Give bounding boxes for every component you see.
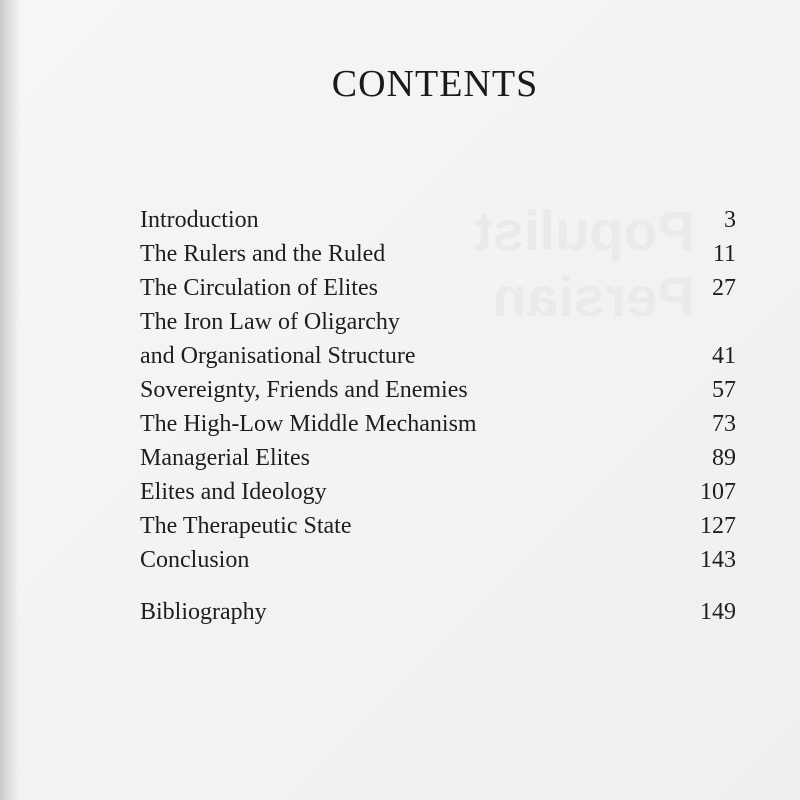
toc-entry-page: 143 bbox=[700, 547, 736, 573]
toc-entry bbox=[140, 203, 740, 237]
toc-entry-page: 27 bbox=[712, 275, 736, 301]
toc-entry bbox=[140, 475, 740, 509]
page-edge-shadow bbox=[0, 0, 20, 800]
show-through-text: Populist Persian bbox=[474, 199, 695, 328]
toc-entry-title: The Circulation of Elites bbox=[140, 275, 378, 301]
toc-entry-title: Introduction bbox=[140, 207, 259, 233]
toc-entry-title: The Iron Law of Oligarchy bbox=[140, 309, 400, 335]
toc-entry-title: Bibliography bbox=[140, 599, 267, 625]
toc-entry bbox=[140, 441, 740, 475]
toc-entry-page: 127 bbox=[700, 513, 736, 539]
toc-entry bbox=[140, 237, 740, 271]
toc-entry-title: Managerial Elites bbox=[140, 445, 310, 471]
table-of-contents bbox=[140, 203, 740, 629]
toc-entry-page: 149 bbox=[700, 599, 736, 625]
toc-entry-page: 107 bbox=[700, 479, 736, 505]
toc-entry-title: Sovereignty, Friends and Enemies bbox=[140, 377, 468, 403]
toc-entry-title: and Organisational Structure bbox=[140, 343, 416, 369]
toc-entry-title: The Therapeutic State bbox=[140, 513, 352, 539]
toc-entry bbox=[140, 339, 740, 373]
toc-entry bbox=[140, 543, 740, 577]
page-title: CONTENTS bbox=[331, 63, 539, 105]
toc-entry-title: Elites and Ideology bbox=[140, 479, 327, 505]
toc-entry bbox=[140, 509, 740, 543]
toc-entry-title: Conclusion bbox=[140, 547, 250, 573]
toc-entry-page: 3 bbox=[724, 207, 736, 233]
toc-entry-page: 57 bbox=[712, 377, 736, 403]
toc-entry-page: 89 bbox=[712, 445, 736, 471]
toc-entry bbox=[140, 595, 740, 629]
toc-entry-page: 41 bbox=[712, 343, 736, 369]
toc-entry-page: 11 bbox=[712, 241, 736, 267]
toc-entry-title: The Rulers and the Ruled bbox=[140, 241, 386, 267]
toc-entry-page: 73 bbox=[712, 411, 736, 437]
toc-entry bbox=[140, 305, 740, 339]
toc-entry-title: The High-Low Middle Mechanism bbox=[140, 411, 477, 437]
toc-entry bbox=[140, 407, 740, 441]
toc-entry bbox=[140, 271, 740, 305]
toc-entry bbox=[140, 373, 740, 407]
